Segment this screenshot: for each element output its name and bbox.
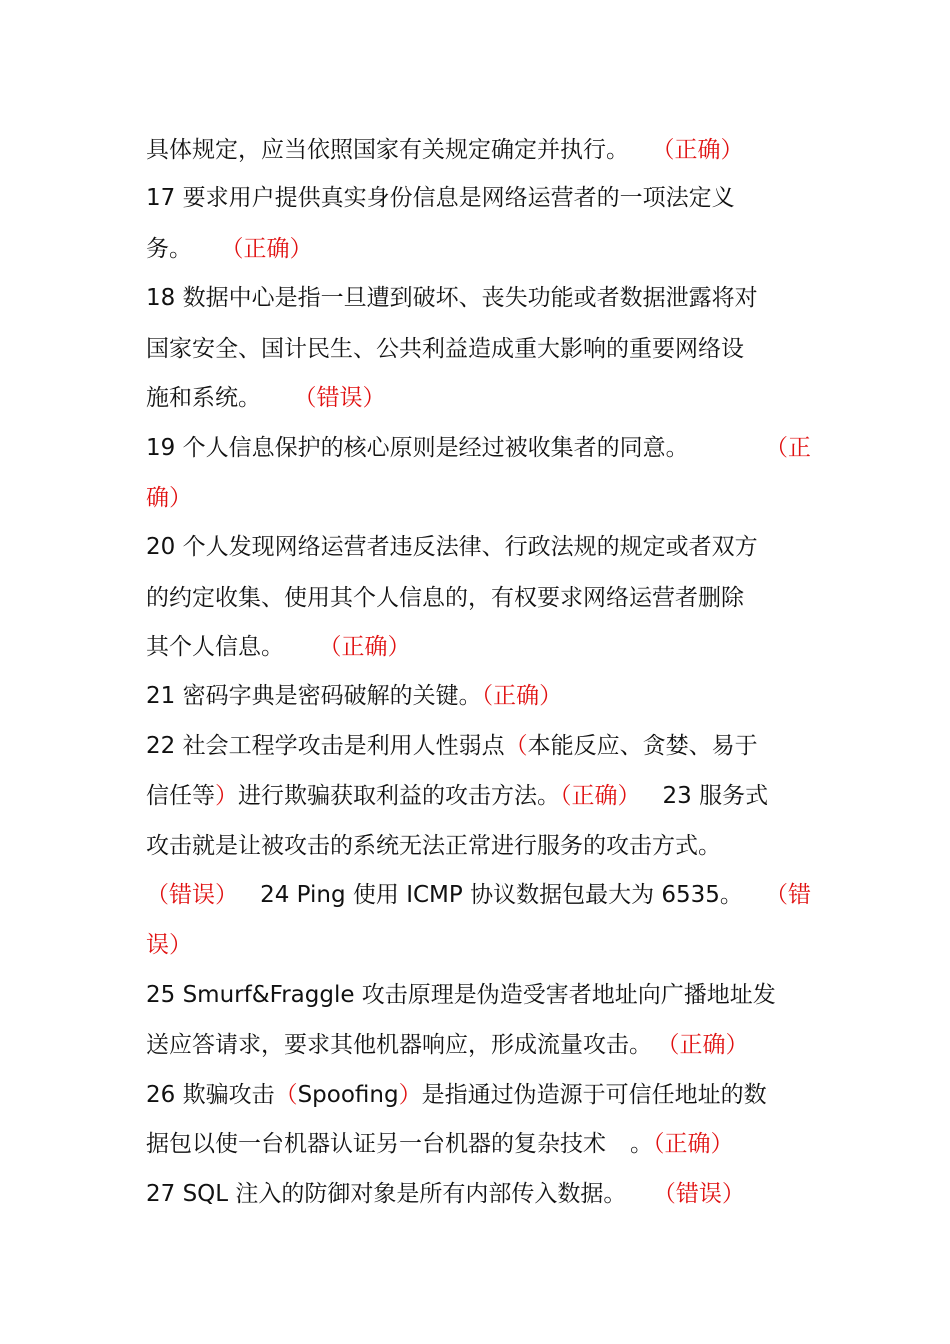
- line-text: 信任等: [146, 783, 215, 809]
- line-text: 据包以使一台机器认证另一台机器的复杂技术: [146, 1131, 606, 1157]
- line-text: 施和系统。: [146, 385, 261, 411]
- answer-mark: （正确）: [668, 1032, 749, 1058]
- text-line: [146, 627, 811, 667]
- text-line: [146, 178, 811, 218]
- text-line: [146, 428, 811, 468]
- line-text-tail: 是指通过伪造源于可信任地址的数: [421, 1082, 767, 1108]
- text-line: [146, 726, 811, 766]
- answer-mark: （正确）: [232, 236, 313, 262]
- line-text: 17 要求用户提供真实身份信息是网络运营者的一项法定义: [146, 185, 735, 211]
- paren-open: （: [504, 733, 528, 759]
- text-line: [146, 776, 811, 816]
- line-text: 26 欺骗攻击: [146, 1082, 275, 1108]
- text-line: [146, 1025, 811, 1065]
- line-text-continued: Spoofing: [297, 1082, 399, 1108]
- line-text: 27 SQL 注入的防御对象是所有内部传入数据。: [146, 1181, 627, 1207]
- text-line: [146, 329, 811, 369]
- answer-mark: （正确）: [560, 783, 641, 809]
- line-text: 25 Smurf&Fraggle 攻击原理是伪造受害者地址向广播地址发: [146, 982, 776, 1008]
- answer-mark: （错误）: [664, 1181, 745, 1207]
- paren-open: （: [274, 1082, 298, 1108]
- paren-close: ）: [215, 783, 238, 809]
- text-line: [146, 130, 811, 170]
- answer-mark: （正确）: [653, 1131, 734, 1157]
- answer-mark: （正确）: [481, 683, 563, 709]
- text-line: [146, 1174, 811, 1214]
- text-line: [146, 875, 811, 915]
- text-line: [146, 975, 811, 1015]
- text-line: [146, 527, 811, 567]
- answer-mark: （正确）: [663, 137, 744, 163]
- line-text: 22 社会工程学攻击是利用人性弱点: [146, 733, 505, 759]
- text-line: [146, 229, 811, 269]
- line-text: 20 个人发现网络运营者违反法律、行政法规的规定或者双方: [146, 534, 758, 560]
- line-text: 送应答请求，要求其他机器响应，形成流量攻击。: [146, 1032, 652, 1058]
- text-line: [146, 578, 811, 618]
- paren-close: ）: [398, 1082, 422, 1108]
- line-text-period: 。: [630, 1131, 653, 1157]
- text-line: [146, 1124, 811, 1164]
- line-text: 务。: [146, 236, 192, 262]
- line-text: 24 Ping 使用 ICMP 协议数据包最大为 6535。: [260, 882, 743, 908]
- line-text-continued: 进行欺骗获取利益的攻击方法。: [238, 783, 560, 809]
- answer-mark: （正确）: [330, 634, 411, 660]
- line-text: 21 密码字典是密码破解的关键。: [146, 683, 482, 709]
- line-text: 其个人信息。: [146, 634, 284, 660]
- text-line: [146, 278, 811, 318]
- answer-mark: （正: [765, 435, 811, 461]
- line-text: 国家安全、国计民生、公共利益造成重大影响的重要网络设: [146, 336, 744, 362]
- line-text: 19 个人信息保护的核心原则是经过被收集者的同意。: [146, 435, 689, 461]
- text-line: [146, 925, 811, 965]
- answer-mark-split: （错: [765, 882, 811, 908]
- answer-mark: 误）: [146, 932, 192, 958]
- text-line: [146, 1075, 811, 1115]
- line-text: 18 数据中心是指一旦遭到破坏、丧失功能或者数据泄露将对: [146, 285, 758, 311]
- text-line: [146, 478, 811, 518]
- text-line: [146, 826, 811, 866]
- answer-mark: （错误）: [146, 882, 238, 908]
- line-text: 攻击就是让被攻击的系统无法正常进行服务的攻击方式。: [146, 833, 721, 859]
- line-text: 具体规定，应当依照国家有关规定确定并执行。: [146, 137, 629, 163]
- answer-mark: 确）: [146, 485, 192, 511]
- text-line: [146, 378, 811, 418]
- line-text: 的约定收集、使用其个人信息的，有权要求网络运营者删除: [146, 585, 744, 611]
- line-text-next-item: 23 服务式: [662, 783, 769, 809]
- answer-mark: （错误）: [305, 385, 386, 411]
- line-text-continued: 本能反应、贪婪、易于: [527, 733, 758, 759]
- text-line: [146, 676, 811, 716]
